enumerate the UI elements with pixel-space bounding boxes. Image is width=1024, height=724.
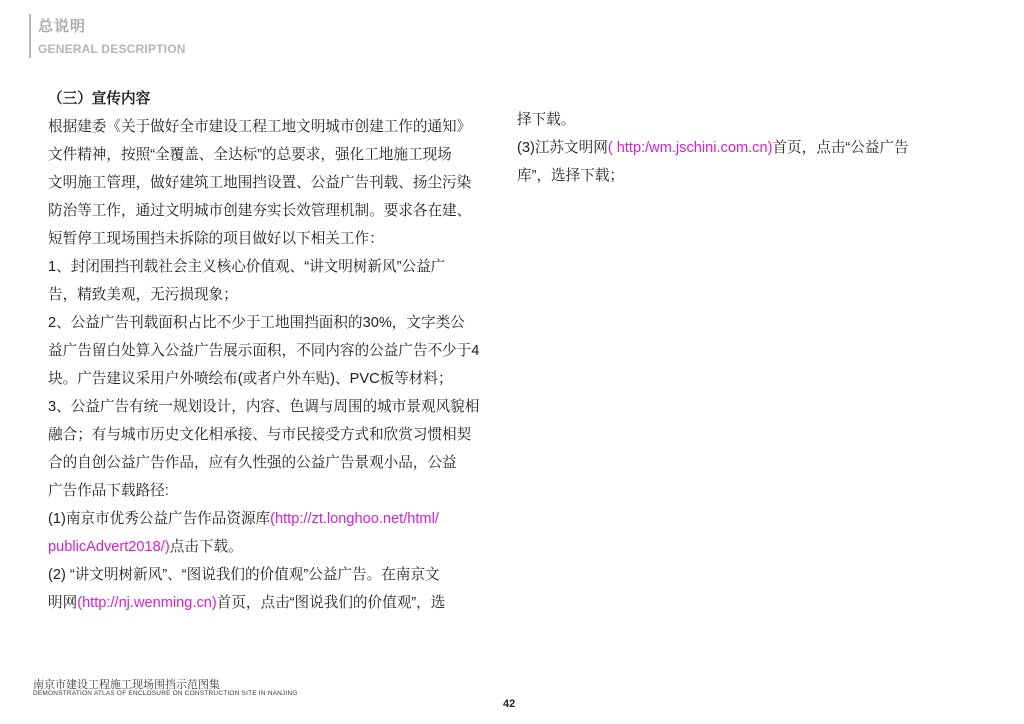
text-line: [48, 141, 479, 169]
section-heading: （三）宣传内容: [48, 91, 151, 107]
page-number: 42: [503, 698, 516, 710]
text-line: [48, 225, 479, 253]
text-segment: 告，精致美观，无污损现象；: [48, 287, 238, 303]
text-line: [48, 253, 479, 281]
footer-title-cn: 南京市建设工程施工现场围挡示范图集: [33, 679, 220, 691]
text-segment: 库”，选择下载；: [517, 168, 625, 184]
text-segment: 根据建委《关于做好全市建设工程工地文明城市创建工作的通知》: [48, 119, 472, 135]
url-link[interactable]: (http://zt.longhoo.net/html/: [270, 511, 439, 527]
text-segment: 2、公益广告刊载面积占比不少于工地围挡面积的30%，文字类公: [48, 315, 465, 331]
text-line: [517, 106, 909, 134]
text-line: [48, 505, 479, 533]
text-segment: 块。广告建议采用户外喷绘布(或者户外车贴)、PVC板等材料；: [48, 371, 453, 387]
url-link[interactable]: ( http:/wm.jschini.com.cn): [607, 140, 773, 156]
text-segment: 融合；有与城市历史文化相承接、与市民接受方式和欣赏习惯相契: [48, 427, 472, 443]
left-column: [48, 85, 479, 617]
text-line: [48, 281, 479, 309]
footer-title-en: DEMONSTRATION ATLAS OF ENCLOSURE ON CONSTRUCTION SITE IN NANJING: [33, 690, 298, 697]
text-segment: 首页，点击“公益广告: [772, 140, 909, 156]
text-line: [48, 365, 479, 393]
text-line: [517, 162, 909, 190]
text-segment: 点击下载。: [169, 539, 243, 555]
text-line: [48, 309, 479, 337]
text-segment: 1、封闭围挡刊载社会主义核心价值观、“讲文明树新风”公益广: [48, 259, 446, 275]
text-line: [48, 169, 479, 197]
right-paragraph: [517, 106, 909, 190]
text-line: [48, 421, 479, 449]
left-paragraph: [48, 113, 479, 617]
text-line: [517, 134, 909, 162]
text-segment: 益广告留白处算入公益广告展示面积，不同内容的公益广告不少于4: [48, 343, 480, 359]
text-segment: 3、公益广告有统一规划设计，内容、色调与周围的城市景观风貌相: [48, 399, 480, 415]
text-segment: 短暂停工现场围挡未拆除的项目做好以下相关工作：: [48, 231, 384, 247]
text-segment: 文明施工管理，做好建筑工地围挡设置、公益广告刊载、扬尘污染: [48, 175, 472, 191]
text-segment: (2) “讲文明树新风”、“图说我们的价值观”公益广告。在南京文: [48, 567, 440, 583]
header-title-en: GENERAL DESCRIPTION: [38, 42, 186, 56]
text-line: [48, 589, 479, 617]
header-bar: [29, 14, 31, 58]
text-segment: 合的自创公益广告作品，应有久性强的公益广告景观小品，公益: [48, 455, 457, 471]
url-link[interactable]: publicAdvert2018/): [48, 539, 170, 555]
text-line: [48, 533, 479, 561]
text-segment: 广告作品下载路径:: [48, 483, 169, 499]
text-line: [48, 113, 479, 141]
url-link[interactable]: (http://nj.wenming.cn): [77, 595, 217, 611]
text-segment: 文件精神，按照“全覆盖、全达标”的总要求，强化工地施工现场: [48, 147, 452, 163]
text-segment: 择下载。: [517, 112, 576, 128]
text-segment: (3)江苏文明网: [517, 140, 608, 156]
text-segment: 防治等工作，通过文明城市创建夯实长效管理机制。要求各在建、: [48, 203, 472, 219]
header-title-cn: 总说明: [38, 18, 87, 35]
text-line: [48, 561, 479, 589]
right-column: [517, 106, 909, 190]
text-line: [48, 197, 479, 225]
text-line: [48, 449, 479, 477]
text-segment: 首页，点击“图说我们的价值观”，选: [216, 595, 446, 611]
text-segment: (1)南京市优秀公益广告作品资源库: [48, 511, 271, 527]
text-line: [48, 393, 479, 421]
text-line: [48, 337, 479, 365]
text-segment: 明网: [48, 595, 78, 611]
text-line: [48, 477, 479, 505]
